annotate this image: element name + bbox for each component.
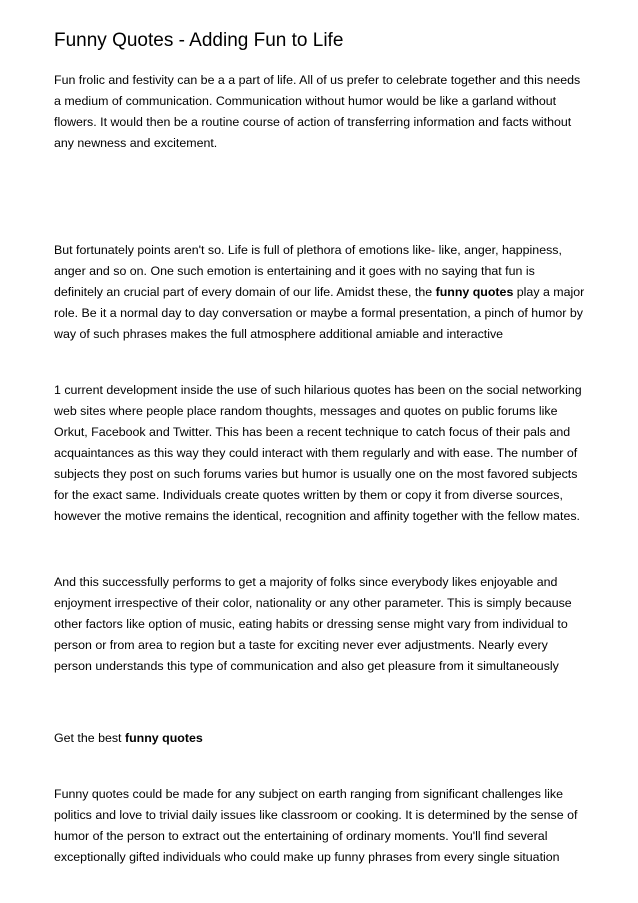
document-title: Funny Quotes - Adding Fun to Life [54, 30, 344, 51]
paragraph-emotions [54, 240, 586, 345]
paragraph-text: But fortunately points aren't so. Life is full of plethora of emotions like- like, anger, happiness, anger and so on. One such emotion is entertaining and it goes with no saying that fun is definitely an crucial part of every domain of our life. Amidst these, the [54, 243, 562, 299]
paragraph-text: play a major role. Be it a normal day to day conversation or maybe a formal presentation, a pinch of humor by way of such phrases makes the full atmosphere additional amiable and interactive [54, 285, 585, 341]
paragraph-enjoyment: And this successfully performs to get a majority of folks since everybody likes enjoyable and enjoyment irrespective of their color, nationality or any other parameter. This is simply because other factors like option of music, eating habits or dressing sense might vary from individual to person or from area to region but a taste for exciting never ever adjustments. Nearly every person understands this type of communication and also get pleasure from it simultaneously [54, 575, 572, 673]
paragraph-social-networking: 1 current development inside the use of such hilarious quotes has been on the social networking web sites where people place random thoughts, messages and quotes on public forums like Orkut, Facebook and Twitter. This has been a recent technique to catch focus of their pals and acquaintances as this way they could interact with them regularly and with ease. The number of subjects they post on such forums varies but humor is usually one on the most favored subjects for the exact same. Individuals create quotes written by them or copy it from diverse sources, however the motive remains the identical, recognition and affinity together with the fellow mates. [54, 383, 582, 523]
funny-quotes-keyword: funny quotes [124, 731, 203, 745]
paragraph-subjects: Funny quotes could be made for any subject on earth ranging from significant challenges like politics and love to trivial daily issues like classroom or cooking. It is determined by the sense of humor of the person to extract out the entertaining of ordinary moments. You'll find several exceptionally gifted individuals who could make up funny phrases from every single situation [54, 787, 578, 864]
paragraph-text: Get the best [54, 731, 125, 745]
paragraph-intro: Fun frolic and festivity can be a a part of life. All of us prefer to celebrate together and this needs a medium of communication. Communication without humor would be like a garland without flowers. It would then be a routine course of action of transferring information and facts without any newness and excitement. [54, 73, 581, 150]
funny-quotes-keyword: funny quotes [435, 285, 514, 299]
paragraph-get-the-best [54, 728, 586, 749]
